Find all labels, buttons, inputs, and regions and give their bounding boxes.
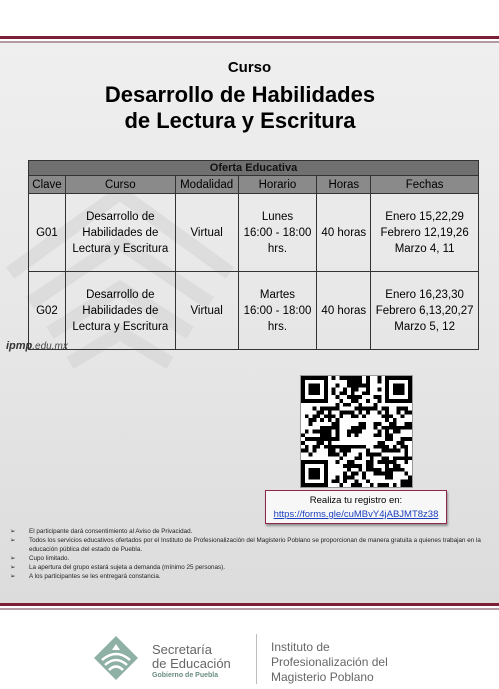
registration-label: Realiza tu registro en: xyxy=(309,495,403,506)
cell-horario-line: Martes xyxy=(259,288,296,301)
note-text: Cupo limitado. xyxy=(29,555,70,562)
cell-curso-line: Desarrollo de xyxy=(86,288,155,301)
notes-list xyxy=(10,527,492,581)
cell-horas: 40 horas xyxy=(317,272,371,350)
table-row xyxy=(29,272,479,350)
table-row xyxy=(29,194,479,272)
list-item xyxy=(10,563,492,572)
cell-fechas-line: Marzo 5, 12 xyxy=(394,320,455,333)
table-header-row xyxy=(29,176,479,194)
note-text: El participante dará consentimiento al Aviso de Privacidad. xyxy=(29,528,193,535)
site-domain: .edu.mx xyxy=(32,341,68,352)
top-accent-line xyxy=(0,36,499,39)
table-caption-row xyxy=(29,161,479,176)
arrow-bullet-icon: ➢ xyxy=(10,573,16,580)
cell-horario-line: 16:00 - 18:00 xyxy=(243,226,312,239)
cell-horas: 40 horas xyxy=(317,194,371,272)
course-kicker: Curso xyxy=(227,59,272,76)
site-brand: ipmp xyxy=(6,340,33,352)
col-modalidad: Modalidad xyxy=(175,176,238,194)
arrow-bullet-icon: ➢ xyxy=(10,564,16,571)
bottom-accent-line xyxy=(0,603,499,606)
registration-box xyxy=(265,490,447,524)
cell-curso-line: Habilidades de xyxy=(82,304,159,317)
offer-table xyxy=(28,160,479,350)
list-item xyxy=(10,572,492,581)
note-text: La apertura del grupo estará sujeta a demanda (mínimo 25 personas). xyxy=(29,564,226,571)
sep-name-line1: Secretaría xyxy=(152,642,212,657)
sep-puebla-logo xyxy=(92,634,140,682)
gobierno-label: Gobierno de Puebla xyxy=(152,672,219,679)
sep-name-line2: de Educación xyxy=(152,656,231,671)
arrow-bullet-icon: ➢ xyxy=(10,528,16,535)
qr-code[interactable] xyxy=(300,375,413,488)
cell-clave: G01 xyxy=(29,194,66,272)
col-curso: Curso xyxy=(65,176,175,194)
footer-divider xyxy=(256,634,257,684)
arrow-bullet-icon: ➢ xyxy=(10,555,16,562)
cell-fechas-line: Marzo 4, 11 xyxy=(394,242,455,255)
cell-fechas xyxy=(371,272,479,350)
cell-modalidad: Virtual xyxy=(175,272,238,350)
institute-name-line1: Instituto de xyxy=(271,640,330,654)
course-title-line1: Desarrollo de Habilidades xyxy=(104,82,376,107)
cell-modalidad: Virtual xyxy=(175,194,238,272)
institute-name-line2: Profesionalización del xyxy=(271,655,388,669)
site-label xyxy=(6,340,68,352)
list-item xyxy=(10,554,492,563)
cell-horario xyxy=(238,194,317,272)
col-horario: Horario xyxy=(238,176,317,194)
col-fechas: Fechas xyxy=(371,176,479,194)
note-text: A los participantes se les entregará constancia. xyxy=(29,573,161,580)
note-text: Todos los servicios educativos ofertados por el Instituto de Profesionalización del Magisterio Poblano se proporcionan de manera gratuita a quienes trabajan en la educación pública del estado de Puebla. xyxy=(29,537,481,553)
cell-clave: G02 xyxy=(29,272,66,350)
table-caption: Oferta Educativa xyxy=(29,161,479,176)
cell-horario xyxy=(238,272,317,350)
cell-curso-line: Habilidades de xyxy=(82,226,159,239)
cell-curso-line: Lectura y Escritura xyxy=(72,320,169,333)
cell-fechas-line: Febrero 6,13,20,27 xyxy=(375,304,474,317)
bottom-accent-line-thin xyxy=(0,608,499,610)
cell-fechas-line: Febrero 12,19,26 xyxy=(380,226,469,239)
cell-horario-line: Lunes xyxy=(261,210,294,223)
cell-horario-line: hrs. xyxy=(267,320,288,333)
col-horas: Horas xyxy=(317,176,371,194)
institute-name-line3: Magisterio Poblano xyxy=(271,670,374,684)
course-title xyxy=(0,82,480,134)
registration-link[interactable]: https://forms.gle/cuMBvY4jABJMT8z38 xyxy=(273,509,439,520)
cell-curso-line: Lectura y Escritura xyxy=(72,242,169,255)
cell-curso xyxy=(65,194,175,272)
top-band xyxy=(0,0,499,36)
cell-horario-line: 16:00 - 18:00 xyxy=(243,304,312,317)
list-item xyxy=(10,536,492,554)
list-item xyxy=(10,527,492,536)
cell-curso-line: Desarrollo de xyxy=(86,210,155,223)
cell-curso xyxy=(65,272,175,350)
cell-fechas-line: Enero 15,22,29 xyxy=(385,210,464,223)
course-title-line2: de Lectura y Escritura xyxy=(124,108,356,133)
arrow-bullet-icon: ➢ xyxy=(10,537,16,544)
cell-fechas-line: Enero 16,23,30 xyxy=(385,288,464,301)
cell-fechas xyxy=(371,194,479,272)
cell-horario-line: hrs. xyxy=(267,242,288,255)
col-clave: Clave xyxy=(29,176,66,194)
